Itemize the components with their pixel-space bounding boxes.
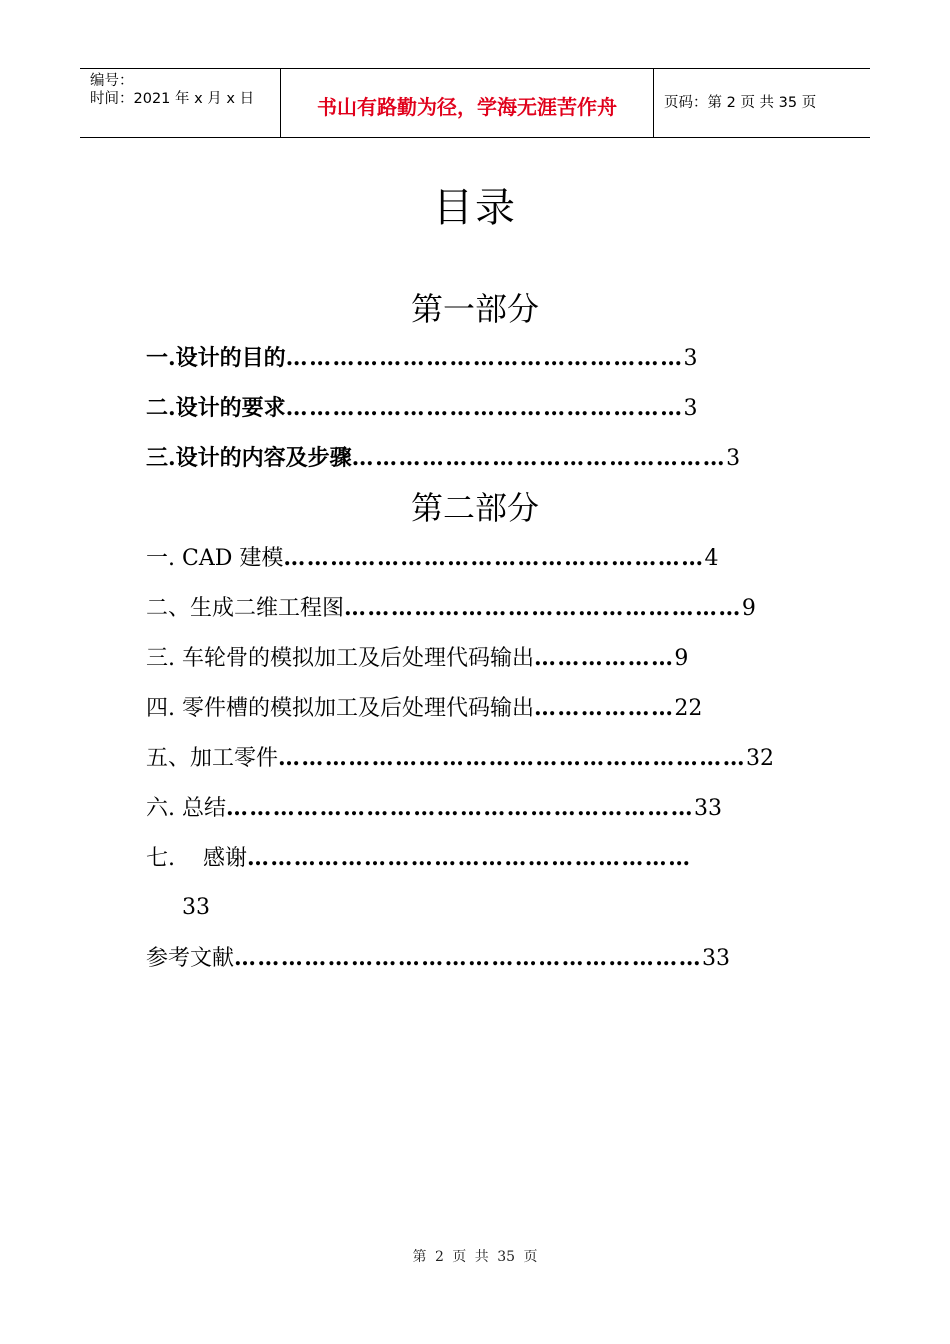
toc-item <box>146 443 740 474</box>
header-motto-cell <box>281 69 654 137</box>
document-title: 目录 <box>433 185 517 231</box>
toc-item <box>146 693 702 724</box>
toc-item <box>146 543 719 574</box>
toc-leader: ………………………………………………… <box>246 845 692 871</box>
toc-leader: …………………………………………… <box>285 345 684 371</box>
toc-page: 3 <box>683 346 698 371</box>
toc-page-wrapped: 33 <box>182 895 210 920</box>
toc-item <box>146 743 774 774</box>
page-info: 页码：第 2 页 共 35 页 <box>664 95 817 111</box>
toc-leader: ……………… <box>534 645 675 671</box>
toc-label: 六. 总结 <box>146 796 226 821</box>
toc-item <box>146 943 730 974</box>
toc-leader: …………………………………………… <box>285 395 684 421</box>
toc-label: 五、加工零件 <box>146 746 279 771</box>
toc-leader: ……………………………………………… <box>283 545 705 571</box>
number-label: 编号： <box>90 73 134 89</box>
toc-page: 33 <box>694 796 722 821</box>
toc-label: 二、生成二维工程图 <box>146 596 345 621</box>
toc-item <box>146 843 692 874</box>
toc-leader: …………………………………………………… <box>234 945 703 971</box>
toc-page: 9 <box>741 596 756 621</box>
toc-page: 22 <box>674 696 703 721</box>
toc-label: 一. CAD 建模 <box>146 546 284 571</box>
toc-item <box>146 643 688 674</box>
toc-item <box>146 793 722 824</box>
toc-leader: …………………………………………………… <box>226 795 694 821</box>
toc-page: 9 <box>674 646 689 671</box>
toc-label: 三.设计的内容及步骤 <box>146 445 352 471</box>
time-label: 时间：2021 年 x 月 x 日 <box>90 91 255 107</box>
toc-leader: …………………………………………… <box>344 595 742 621</box>
toc-label: 一.设计的目的 <box>146 345 286 371</box>
toc-label: 三. 车轮骨的模拟加工及后处理代码输出 <box>146 646 534 671</box>
toc-label: 参考文献 <box>146 946 235 971</box>
toc-item <box>146 393 697 424</box>
toc-label: 七. 感谢 <box>146 846 247 871</box>
motto-text: 书山有路勤为径，学海无涯苦作舟 <box>317 95 617 119</box>
part1-heading: 第一部分 <box>410 290 539 328</box>
part2-heading: 第二部分 <box>410 489 539 527</box>
toc-leader: ………………………………………… <box>351 445 727 471</box>
toc-page: 33 <box>702 946 731 971</box>
toc-leader: …………………………………………………… <box>278 745 747 771</box>
header-meta-cell <box>80 69 281 137</box>
toc-leader: ……………… <box>534 695 675 721</box>
page-footer: 第 2 页 共 35 页 <box>412 1249 538 1265</box>
toc-page: 3 <box>726 446 741 471</box>
toc-page: 32 <box>746 746 775 771</box>
toc-label: 四. 零件槽的模拟加工及后处理代码输出 <box>146 696 534 721</box>
page-header <box>80 68 870 138</box>
header-page-cell <box>654 69 870 137</box>
toc-page: 3 <box>683 396 698 421</box>
toc-page: 4 <box>704 546 719 571</box>
toc-item <box>146 593 756 624</box>
toc-item <box>146 343 697 374</box>
toc-label: 二.设计的要求 <box>146 395 286 421</box>
